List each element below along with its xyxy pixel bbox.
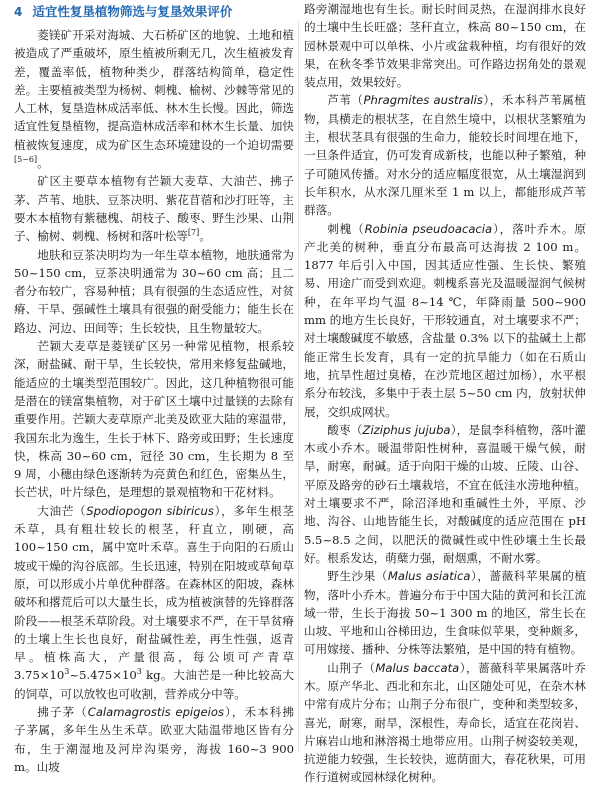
scientific-name: Spodiopogon sibiricus	[86, 503, 214, 518]
section-title: 适宜性复垦植物筛选与复垦效果评价	[32, 3, 233, 19]
citation: [7]	[187, 228, 200, 238]
scientific-name: Phragmites australis	[363, 93, 483, 108]
scientific-name: Malus baccata	[375, 660, 460, 675]
column-divider	[298, 22, 299, 752]
paragraph: 地肤和豆茶决明均为一年生草本植物，地肤通常为 50~150 cm，豆茶决明通常为 30~60 cm 高；且二者分布较广，容易种植；具有很强的生态适应性，对贫瘠、干旱、强碱性土壤具有很强的耐受能力；能生长在路边、河边、田间等；生长较快，且生物量较大。	[14, 247, 294, 335]
section-number: 4	[14, 4, 23, 19]
paragraph: 芒颖大麦草是菱镁矿区另一种常见植物，根系较深，耐盐碱、耐干旱，生长较快，常用来修复盐碱地，能适应的土壤类型范围较广。因此，这几种植物很可能是潜在的镁富集植物，对于矿区土壤中过量镁的去除有重要作用。芒颖大麦草原产北美及欧亚大陆的寒温带，我国东北为逸生，生长于林下、路旁或田野；生长速度快，株高 30~60 cm，冠径 30 cm，生长期为 8 至 9 周，小穗由绿色逐渐转为亮黄色和红色，密集丛生，长芒状，叶片绿色，是理想的景观植物和干花材料。	[14, 339, 294, 500]
right-column	[304, 0, 586, 785]
scientific-name: Ziziphus jujuba	[362, 422, 451, 437]
paragraph: 山荆子（Malus baccata），蔷薇科苹果属落叶乔木。原产华北、西北和东北，山区随处可见，在杂木林中常有成片分布；山荆子分布很广，变种和类型较多，喜光，耐寒，耐旱，深根性，寿命长，适宜在花岗岩、片麻岩山地和淋溶褐土地带应用。山荆子树姿较美观，抗逆能力较强，生长较快，遮荫面大，春花秋果，可用作行道树或园林绿化树种。	[304, 660, 586, 785]
scientific-name: Robinia pseudoacacia	[364, 221, 493, 236]
paragraph: 路旁潮湿地也有生长。耐长时间灵热，在湿润排水良好的土壤中生长旺盛；茎秆直立，株高 80~150 cm，在园林景观中可以单株、小片或盆栽种植，均有很好的效果，在秋冬季节效果非常突出。可作路边拐角处的景观装点用，效果较好。	[304, 2, 586, 90]
citation: [5−6]	[14, 155, 38, 165]
paragraph: 大油芒（Spodiopogon sibiricus），多年生根茎禾草，具有粗壮较长的根茎，秆直立，刚硬，高 100~150 cm，属中宽叶禾草。喜生于向阳的石质山坡或干燥的沟谷底部。生长迅速，特别在阳坡或草甸草原，可以形成小片单优种群落。在森林区的阳坡，森林破坏和撂荒后可以大量生长，成为植被演替的先锋群落阶段——根茎禾草阶段。对土壤要求不严，在干旱贫瘠的土壤上生长也良好，耐盐碱性差，再生性强，返青早。植株高大，产量很高，每公顷可产青草 $3.75\times 10^3\sim 5.475\times 10^3$ kg。大油芒是一种比较高大的饲草，可以放牧也可收割，营养成分中等。	[14, 503, 294, 701]
paragraph: 野生沙果（Malus asiatica），蔷薇科苹果属的植物，落叶小乔木。普遍分布于中国大陆的黄河和长江流域一带，生长于海拔 50~1 300 m 的地区，常生长在山坡、平地和山谷梯田边，生食味似苹果，变种颇多，可用嫁接、播种、分株等法繁殖，是中国的特有植物。	[304, 569, 586, 657]
left-column	[14, 0, 294, 774]
paragraph: 菱镁矿开采对海城、大石桥矿区的地貌、土地和植被造成了严重破坏，原生植被所剩无几，次生植被发育差，覆盖率低，植物种类少，群落结构简单，稳定性差。主要植被类型为杨树、刺槐、榆树、沙棘等常见的人工林，复垦造林成活率低、林木生长慢。因此，筛选适宜性复垦植物，提高造林成活率和林木生长量、加快植被恢复速度，成为矿区生态环境建设的一个迫切需要[5−6]。	[14, 28, 294, 171]
scientific-name: Malus asiatica	[387, 569, 471, 584]
scientific-name: Calamagrostis epigeios	[87, 704, 224, 719]
paragraph: 酸枣（Ziziphus jujuba），是鼠李科植物，落叶灌木或小乔木。暖温带阳性树种，喜温暖干燥气候，耐旱，耐寒，耐碱。适于向阳干燥的山坡、丘陵、山谷、平原及路旁的砂石土壤栽培，不宜在低洼水涝地种植。对土壤要求不严，除沼泽地和重碱性土外，平原、沙地、沟谷、山地皆能生长，对酸碱度的适应范围在 pH 5.5~8.5 之间，以肥沃的微碱性或中性砂壤土生长最好。根系发达，萌蘖力强，耐烟熏，不耐水雾。	[304, 422, 586, 565]
paragraph: 拂子茅（Calamagrostis epigeios），禾本科拂子茅属，多年生丛生禾草。欧亚大陆温带地区皆有分布，生于潮湿地及河岸沟渠旁，海拔 160~3 900 m。山坡	[14, 704, 294, 774]
paragraph: 芦苇（Phragmites australis），禾本科芦苇属植物，具横走的根状茎，在自然生境中，以根状茎繁殖为主，根状茎具有很强的生命力，能较长时间埋在地下，一旦条件适宜，仍可发育成新枝，也能以种子繁殖，种子可随风传播。对水分的适应幅度很宽，从土壤湿润到长年积水，从水深几厘米至 1 m 以上，都能形成芦苇群落。	[304, 93, 586, 218]
paragraph: 矿区主要草本植物有芒颖大麦草、大油芒、拂子茅、芦苇、地肤、豆茶决明、紫花苜蓿和沙打旺等，主要木本植物有紫穗槐、胡枝子、酸枣、野生沙果、山荆子、榆树、刺槐、杨树和落叶松等[7]。	[14, 174, 294, 244]
section-heading	[14, 2, 294, 22]
paragraph: 刺槐（Robinia pseudoacacia），落叶乔木。原产北美的树种，垂直分布最高可达海拔 2 100 m。1877 年后引入中国，因其适应性强、生长快、繁殖易、用途广而受到欢迎。刺槐系喜光及温暖湿润气候树种，在年平均气温 8~14 ℃，年降雨量 500~900 mm 的地方生长良好，干形较通直，对土壤要求不严；对土壤酸碱度不敏感，含盐量 0.3% 以下的盐碱土上都能正常生长发育，具有一定的抗旱能力（如在石质山地，抗旱性超过臭椿，在沙荒地区超过加杨），水平根系分布较浅，多集中于表土层 5~50 cm 内，放射状伸展，交织成网状。	[304, 221, 586, 419]
